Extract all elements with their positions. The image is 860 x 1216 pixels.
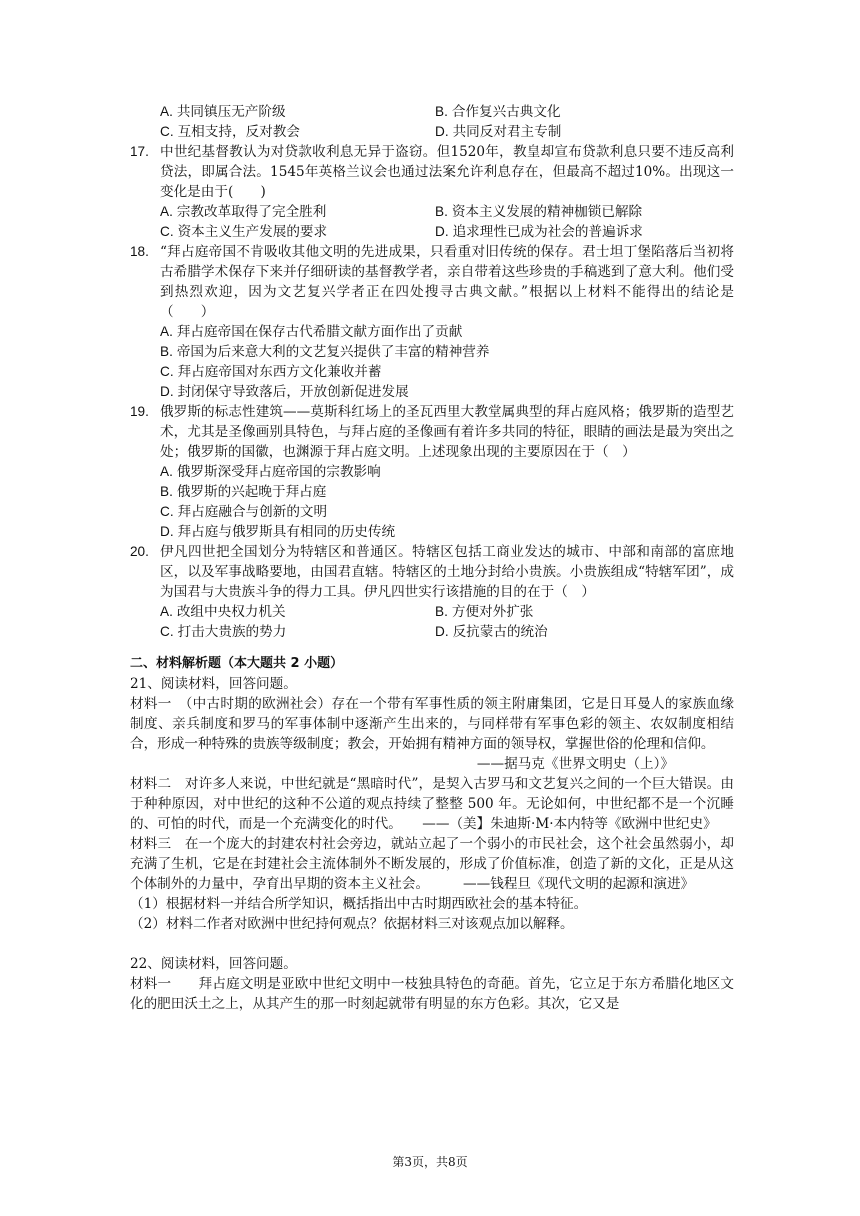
q16-options <box>130 102 734 142</box>
q20-option-c[interactable]: C. 打击大贵族的势力 <box>160 624 287 640</box>
q18-option-c[interactable]: C. 拜占庭帝国对东西方文化兼收并蓄 <box>160 364 382 380</box>
question-number: 17. <box>130 144 149 159</box>
q19-options <box>130 462 734 542</box>
q21-intro: 21、阅读材料，回答问题。 <box>130 676 297 692</box>
q17-option-d[interactable]: D. 追求理性已成为社会的普遍诉求 <box>435 224 643 240</box>
q19-option-a[interactable]: A. 俄罗斯深受拜占庭帝国的宗教影响 <box>160 464 381 480</box>
q19-option-c[interactable]: C. 拜占庭融合与创新的文明 <box>160 504 328 520</box>
question-stem: 中世纪基督教认为对贷款收利息无异于盗窃。但1520年，教皇却宣布贷款利息只要不违反高利贷法，即属合法。1545年英格兰议会也通过法案允许利息存在，但最高不超过10%。出现这一变化是由于( ) <box>160 144 734 200</box>
question-stem: 俄罗斯的标志性建筑——莫斯科红场上的圣瓦西里大教堂属典型的拜占庭风格；俄罗斯的造型艺术，尤其是圣像画别具特色，与拜占庭的圣像画有着许多共同的特征，眼睛的画法是最为突出之处；俄罗斯的国徽，也渊源于拜占庭文明。上述现象出现的主要原因在于（ ） <box>160 404 734 460</box>
q17-option-a[interactable]: A. 宗教改革取得了完全胜利 <box>160 204 327 220</box>
q16-option-c[interactable]: C. 互相支持，反对教会 <box>160 124 300 140</box>
spacer <box>130 934 734 954</box>
q17-options <box>130 202 734 242</box>
q18-option-d[interactable]: D. 封闭保守导致落后，开放创新促进发展 <box>160 384 409 400</box>
q19-option-d[interactable]: D. 拜占庭与俄罗斯具有相同的历史传统 <box>160 524 396 540</box>
q20-option-d[interactable]: D. 反抗蒙古的统治 <box>435 624 548 640</box>
q20-options <box>130 602 734 642</box>
q20-option-b[interactable]: B. 方便对外扩张 <box>435 604 534 620</box>
question-stem: “拜占庭帝国不肯吸收其他文明的先进成果，只看重对旧传统的保存。君士坦丁堡陷落后当初将古希腊学术保存下来并仔细研读的基督教学者，亲自带着这些珍贵的手稿逃到了意大利。他们受到热烈欢迎，因为文艺复兴学者正在四处搜寻古典文献。”根据以上材料不能得出的结论是（ ） <box>160 244 734 320</box>
section-title: 二、材料解析题（本大题共 2 小题） <box>130 656 344 671</box>
q17-option-c[interactable]: C. 资本主义生产发展的要求 <box>160 224 328 240</box>
q21-subquestion-1: （1）根据材料一并结合所学知识，概括指出中古时期西欧社会的基本特征。 <box>130 896 588 912</box>
question-number: 19. <box>130 404 149 419</box>
question-number: 18. <box>130 244 149 259</box>
question-stem: 伊凡四世把全国划分为特辖区和普通区。特辖区包括工商业发达的城市、中部和南部的富庶地区，以及军事战略要地，由国君直辖。特辖区的土地分封给小贵族。小贵族组成“特辖军团”，成为国君与大贵族斗争的得力工具。伊凡四世实行该措施的目的在于（ ） <box>160 544 734 600</box>
q21-material-1: 材料一 （中古时期的欧洲社会）存在一个带有军事性质的领主附庸集团，它是日耳曼人的家族血缘制度、亲兵制度和罗马的军事体制中逐渐产生出来的，与同样带有军事色彩的领主、农奴制度相结合，形成一种特殊的贵族等级制度；教会，开始拥有精神方面的领导权，掌握世俗的伦理和信仰。 <box>130 696 734 752</box>
page-content <box>130 102 734 1014</box>
q18-option-a[interactable]: A. 拜占庭帝国在保存古代希腊文献方面作出了贡献 <box>160 324 463 340</box>
question-number: 20. <box>130 544 149 559</box>
q18-options <box>130 322 734 402</box>
q21-material-2: 材料二 对许多人来说，中世纪就是“黑暗时代”，是契入古罗马和文艺复兴之间的一个巨大错误。由于种种原因，对中世纪的这种不公道的观点持续了整整 500 年。无论如何，中世纪都不是一个沉睡的、可怕的时代，而是一个充满变化的时代。 ——（美】朱迪斯·M·本内特等《欧洲中世纪史》 <box>130 776 734 832</box>
question-17 <box>130 142 734 202</box>
question-18 <box>130 242 734 322</box>
q19-option-b[interactable]: B. 俄罗斯的兴起晚于拜占庭 <box>160 484 327 500</box>
q21-subquestion-2: （2）材料二作者对欧洲中世纪持何观点？依据材料三对该观点加以解释。 <box>130 916 574 932</box>
question-19 <box>130 402 734 462</box>
q21-material-1-source: ——据马克《世界文明史（上）》 <box>476 756 674 772</box>
q22-material-1: 材料一 拜占庭文明是亚欧中世纪文明中一枝独具特色的奇葩。首先，它立足于东方希腊化地区文化的肥田沃土之上，从其产生的那一时刻起就带有明显的东方色彩。其次，它又是 <box>130 976 734 1012</box>
q17-option-b[interactable]: B. 资本主义发展的精神枷锁已解除 <box>435 204 643 220</box>
question-20 <box>130 542 734 602</box>
q18-option-b[interactable]: B. 帝国为后来意大利的文艺复兴提供了丰富的精神营养 <box>160 344 490 360</box>
q22-intro: 22、阅读材料，回答问题。 <box>130 956 297 972</box>
q16-option-a[interactable]: A. 共同镇压无产阶级 <box>160 104 286 120</box>
q16-option-b[interactable]: B. 合作复兴古典文化 <box>435 104 561 120</box>
q16-option-d[interactable]: D. 共同反对君主专制 <box>435 124 562 140</box>
page-footer: 第3页，共8页 <box>392 1155 468 1169</box>
q21-material-3: 材料三 在一个庞大的封建农村社会旁边，就站立起了一个弱小的市民社会，这个社会虽然弱小，却充满了生机，它是在封建社会主流体制外不断发展的，形成了价值标准，创造了新的文化，正是从这个体制外的力量中，孕育出早期的资本主义社会。 ——钱程旦《现代文明的起源和演进》 <box>130 836 734 892</box>
q20-option-a[interactable]: A. 改组中央权力机关 <box>160 604 286 620</box>
